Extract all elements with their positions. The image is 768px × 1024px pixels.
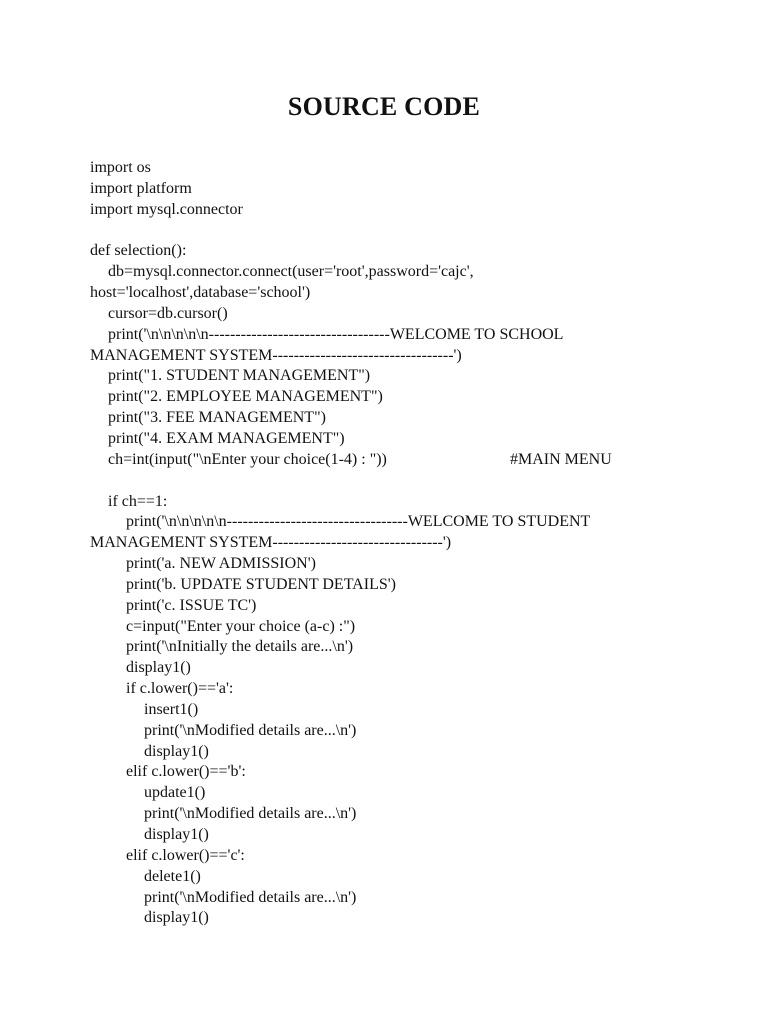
code-comment: #MAIN MENU <box>510 450 612 468</box>
code-line: insert1() <box>144 700 199 718</box>
code-line: host='localhost',database='school') <box>90 284 311 302</box>
code-line: if ch==1: <box>108 492 168 510</box>
code-line: MANAGEMENT SYSTEM--------------------------------') <box>90 534 452 552</box>
code-line: display1() <box>126 659 191 677</box>
code-line: print('\nInitially the details are...\n') <box>126 638 354 656</box>
code-line: display1() <box>144 742 209 760</box>
code-line: def selection(): <box>90 242 187 260</box>
code-text: ch=int(input("\nEnter your choice(1-4) : ")) <box>108 450 387 468</box>
page-title: SOURCE CODE <box>287 92 481 121</box>
code-line: print("4. EXAM MANAGEMENT") <box>108 429 345 447</box>
code-line: import platform <box>90 179 192 197</box>
code-line: elif c.lower()=='b': <box>126 763 246 781</box>
code-line: delete1() <box>144 867 201 885</box>
blank-line <box>90 471 690 492</box>
code-line: import mysql.connector <box>90 200 243 218</box>
code-line: print('c. ISSUE TC') <box>126 596 257 614</box>
code-line: elif c.lower()=='c': <box>126 846 245 864</box>
code-line: print("3. FEE MANAGEMENT") <box>108 409 326 427</box>
code-line: display1() <box>144 826 209 843</box>
code-line-with-comment <box>90 450 690 471</box>
code-line: MANAGEMENT SYSTEM----------------------------------') <box>90 346 462 364</box>
code-line: print('a. NEW ADMISSION') <box>126 555 316 573</box>
code-line: print('\n\n\n\n\n----------------------------------WELCOME TO STUDENT <box>126 513 591 531</box>
code-line: print("2. EMPLOYEE MANAGEMENT") <box>108 388 383 406</box>
code-line: display1() <box>144 909 209 927</box>
blank-line <box>90 221 690 242</box>
code-line: print('\n\n\n\n\n----------------------------------WELCOME TO SCHOOL <box>108 325 564 343</box>
source-code-block <box>90 158 690 929</box>
code-line: print('\nModified details are...\n') <box>144 721 357 739</box>
code-line: if c.lower()=='a': <box>126 680 234 698</box>
code-line: import os <box>90 159 151 176</box>
code-line: print('b. UPDATE STUDENT DETAILS') <box>126 575 396 593</box>
code-line: update1() <box>144 784 206 802</box>
code-line: print("1. STUDENT MANAGEMENT") <box>108 367 371 385</box>
code-line: db=mysql.connector.connect(user='root',password='cajc', <box>108 263 474 281</box>
code-line: cursor=db.cursor() <box>108 304 228 322</box>
code-line: print('\nModified details are...\n') <box>144 888 357 906</box>
code-line: print('\nModified details are...\n') <box>144 805 357 823</box>
code-line: c=input("Enter your choice (a-c) :") <box>126 617 356 635</box>
